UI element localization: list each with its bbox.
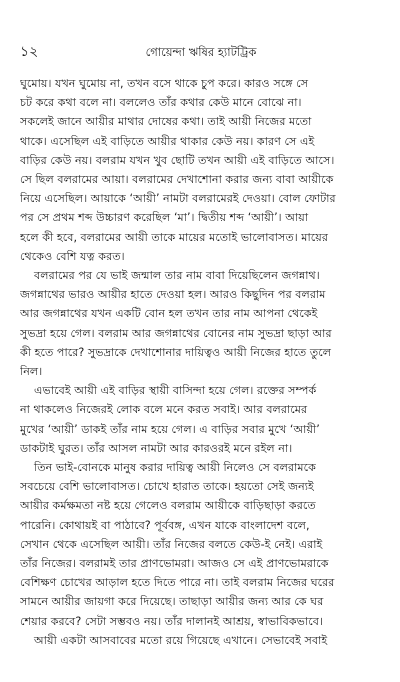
text-line: সে ছিল বলরামের আয়া। বলরামের দেখাশোনা করার জন্য বাবা আয়ীকে: [20, 173, 334, 187]
text-line: বেশিক্ষণ চোখের আড়াল হতে দিতে পারে না। তাই বলরাম নিজের ঘরের: [20, 576, 335, 590]
text-line: সকলেই জানে আয়ীর মাথার দোষের কথা। তাই আয়ী নিজের মতো: [20, 115, 312, 129]
text-line: আয়ী একটা আসবাবের মতো রয়ে গিয়েছে এখানে। সেভাবেই সবাই: [34, 633, 328, 647]
text-line: না থাকলেও নিজেরই লোক বলে মনে করত সবাই। আর বলরামের: [20, 403, 308, 417]
text-line: সেখান থেকে এসেছিল আয়ী। তাঁর নিজের বলতে কেউ-ই নেই। এরাই: [20, 537, 323, 551]
text-line: পর সে প্রথম শব্দ উচ্চারণ করেছিল ‘মা’। দ্বিতীয় শব্দ ‘আয়ী’। আয়া: [20, 211, 309, 225]
paragraph: [20, 631, 382, 650]
text-line: আয়ীর কর্মক্ষমতা নষ্ট হয়ে গেলেও বলরাম আয়ীকে বাড়িছাড়া করতে: [20, 499, 316, 513]
paragraph: [20, 266, 382, 381]
body-text: [20, 74, 382, 650]
text-line: নিল।: [20, 365, 43, 379]
text-line: বলরামের পর যে ভাই জন্মাল তার নাম বাবা দিয়েছিলেন জগন্নাথ।: [34, 269, 320, 283]
text-line: এভাবেই আয়ী এই বাড়ির স্থায়ী বাসিন্দা হয়ে গেল। রক্তের সম্পর্ক: [34, 384, 317, 398]
text-line: আর জগন্নাথের যখন একটি বোন হল তখন তার নাম আপনা থেকেই: [20, 307, 318, 321]
text-line: ঘুমোয়। যখন ঘুমোয় না, তখন বসে থাকে চুপ করে। কারও সঙ্গে সে: [20, 77, 309, 90]
text-line: তাঁর নিজের। বলরামই তার প্রাণভোমরা। আজও সে এই প্রাণভোমরাকে: [20, 557, 329, 571]
page-header: [20, 40, 382, 62]
text-line: ডাকটাই ঘুরত। তাঁর আসল নামটা আর কারওরই মনে রইল না।: [20, 441, 293, 455]
text-line: শেয়ার করবে? সেটা সম্ভবও নয়। তাঁর দালানই আশ্রয়, স্বাভাবিকভাবে।: [20, 614, 323, 628]
text-line: থেকেও বেশি যত্ন করত।: [20, 249, 125, 263]
text-line: বাড়ির কেউ নয়। বলরাম যখন খুব ছোটি তখন আয়ী এই বাড়িতে আসে।: [20, 153, 335, 167]
text-line: মুখের ‘আয়ী’ ডাকই তাঁর নাম হয়ে গেল। এ বাড়ির সবার মুখে ‘আয়ী’: [20, 422, 320, 436]
running-title: গোয়েন্দা ঋষির হ্যাটট্রিক: [145, 45, 257, 59]
text-line: হলে কী হবে, বলরামের আয়ী তাকে মায়ের মতোই ভালোবাসত। মায়ের: [20, 230, 328, 244]
text-line: চট করে কথা বলে না। বললেও তাঁর কথার কেউ মানে বোঝে না।: [20, 96, 302, 110]
paragraph: [20, 74, 382, 266]
text-line: সুভদ্রা হয়ে গেল। বলরাম আর জগন্নাথের বোনের নাম সুভদ্রা ছাড়া আর: [20, 326, 332, 340]
paragraph: [20, 458, 382, 631]
text-line: তিন ভাই-বোনকে মানুষ করার দায়িত্ব আয়ী নিলেও সে বলরামকে: [34, 461, 316, 475]
text-line: সামনে আয়ীর জায়গা করে দিয়েছে। তাছাড়া আয়ীর জন্য আর কে ঘর: [20, 595, 324, 609]
text-line: সবচেয়ে বেশি ভালোবাসত। চোখে হারাত তাকে। হয়তো সেই জন্যই: [20, 480, 314, 494]
text-line: জগন্নাথের ভারও আয়ীর হাতে দেওয়া হল। আরও কিছুদিন পর বলরাম: [20, 288, 326, 302]
text-line: পারেনি। কোথায়ই বা পাঠাবে? পূর্ববঙ্গ, এখন যাকে বাংলাদেশ বলে,: [20, 518, 310, 532]
text-line: কী হতে পারে? সুভদ্রাকে দেখাশোনার দায়িত্বও আয়ী নিজের হাতে তুলে: [20, 345, 332, 359]
text-line: নিয়ে এসেছিল। আয়াকে ‘আয়ী’ নামটা বলরামেরই দেওয়া। বোল ফোটার: [20, 192, 336, 206]
text-line: থাকে। এসেছিল এই বাড়িতে আয়ীর থাকার কেউ নয়। কারণ সে এই: [20, 134, 315, 148]
paragraph: [20, 381, 382, 458]
page-number: ১২: [20, 44, 39, 60]
